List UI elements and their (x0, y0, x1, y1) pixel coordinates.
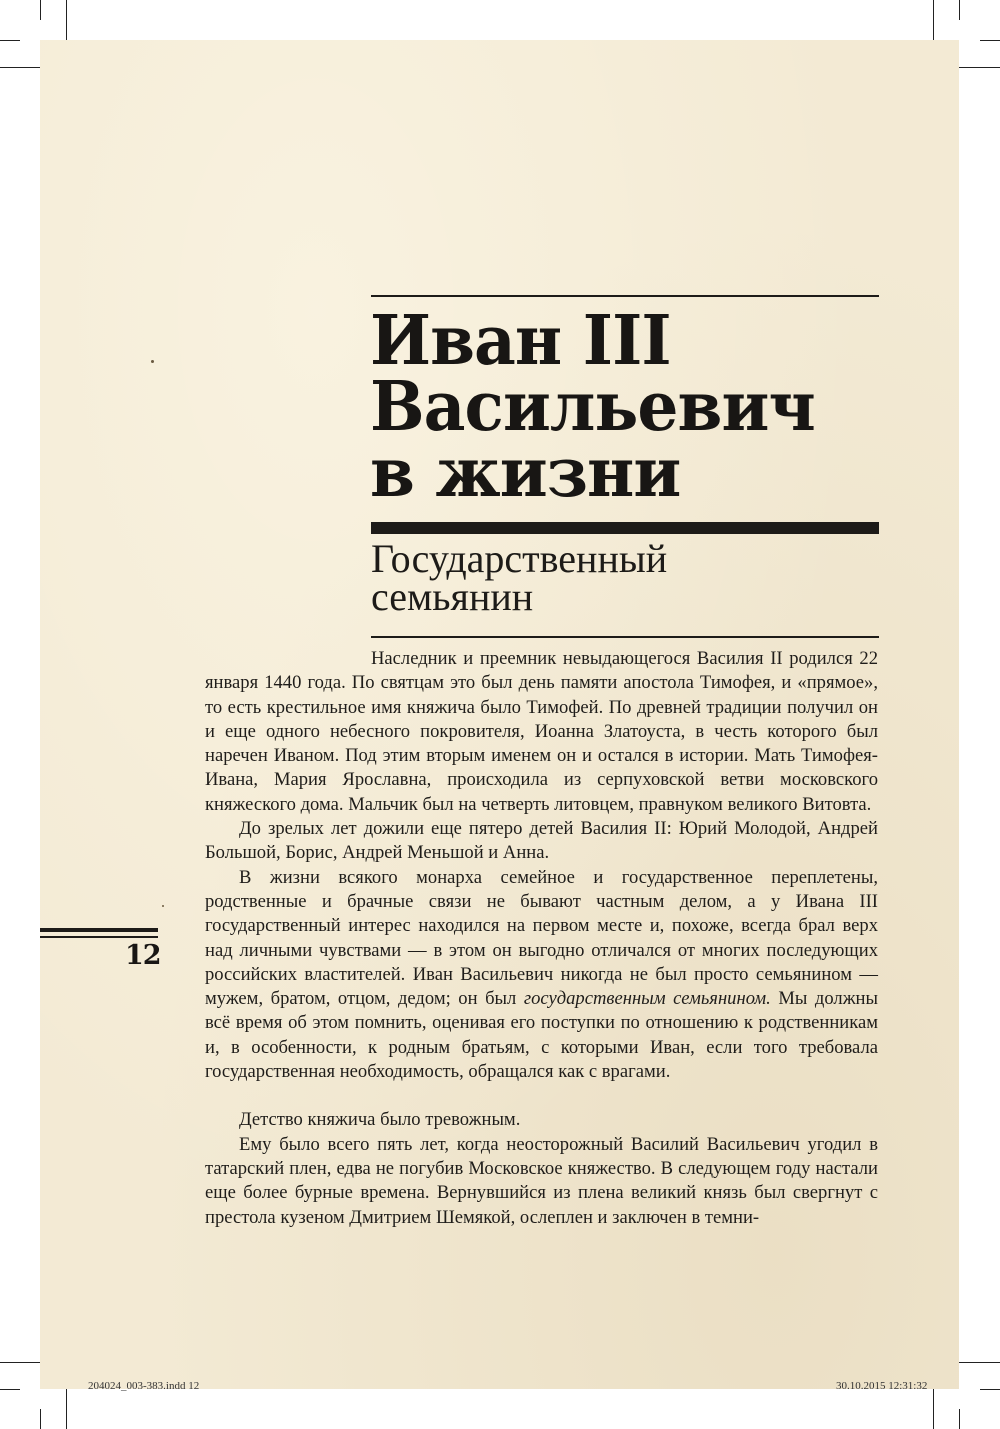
crop-mark (40, 0, 41, 20)
paragraph: Ему было всего пять лет, когда неосторожный Василий Васильевич угодил в татарский плен, едва не погубив Московское княжество. В следующем году настали еще более бурные времена. Вернувшийся из плена великий князь был свергнут с престола кузеном Дмитрием Шемякой, ослеплен и заключен в темни- (205, 1133, 878, 1228)
subtitle-line: семьянин (371, 574, 534, 619)
paper-speck (151, 360, 154, 363)
crop-mark (0, 40, 20, 41)
slug-filename: 204024_003-383.indd 12 (88, 1380, 200, 1392)
thick-rule (371, 522, 879, 534)
crop-mark (0, 1389, 20, 1390)
title-line: Иван III (370, 301, 671, 381)
paragraph-text: Мы должны всё время об этом помнить, оценивая его поступки по отношению к родственникам и, в особенности, к родным братьям, с которыми Иван, если того требовала государственная необходимость, обращался как с врагами. (205, 988, 878, 1083)
title-line: Васильевич (370, 367, 815, 447)
crop-mark (40, 1409, 41, 1429)
paragraph: До зрелых лет дожили еще пятеро детей Василия II: Юрий Молодой, Андрей Большой, Борис, Андрей Меньшой и Анна. (205, 818, 878, 864)
page-marker-rule (40, 936, 158, 938)
paragraph: Детство княжича было тревожным. (239, 1109, 521, 1131)
emphasis-text: государственным семьянином. (523, 988, 771, 1010)
paragraph: Наследник и преемник невыдающегося Василия II родился 22 января 1440 года. По святцам это был день памяти апостола Тимофея, и «прямое», то есть крестильное имя княжича было Тимофей. По древней традиции получил он и еще одного небесного покровителя, Иоанна Златоуста, в честь которого был наречен Иваном. Под этим вторым именем он и остался в истории. Мать Тимофея-Ивана, Мария Ярославна, происходила из серпуховской ветви московского княжеского дома. Мальчик был на четверть литовцем, правнуком великого Витовта. (205, 648, 878, 815)
page-number: 12 (125, 940, 161, 971)
crop-mark (980, 1389, 1000, 1390)
subtitle-rule (371, 636, 879, 638)
paper-speck (162, 905, 164, 907)
crop-mark (959, 1409, 960, 1429)
crop-mark (959, 0, 960, 20)
crop-mark (980, 40, 1000, 41)
page-marker-rule (40, 928, 158, 932)
paragraph (205, 866, 878, 1085)
page-subtitle (371, 536, 891, 619)
body-text (205, 647, 878, 1230)
top-rule (371, 295, 879, 297)
slug-datetime: 30.10.2015 12:31:32 (836, 1380, 928, 1392)
page-title (370, 301, 864, 513)
paragraph-text: В жизни всякого монарха семейное и государственное переплетены, родственные и брачные связи не бывают частным делом, а у Ивана III государственный интерес находился на первом месте и, похоже, всегда брал верх над личными чувствами — в этом он выгодно отличался от многих последующих российских властителей. Иван Васильевич никогда не был просто семьянином — мужем, братом, отцом, дедом; он был (205, 866, 878, 1010)
title-line: в жизни (370, 433, 681, 513)
subtitle-line: Государственный (371, 536, 668, 581)
